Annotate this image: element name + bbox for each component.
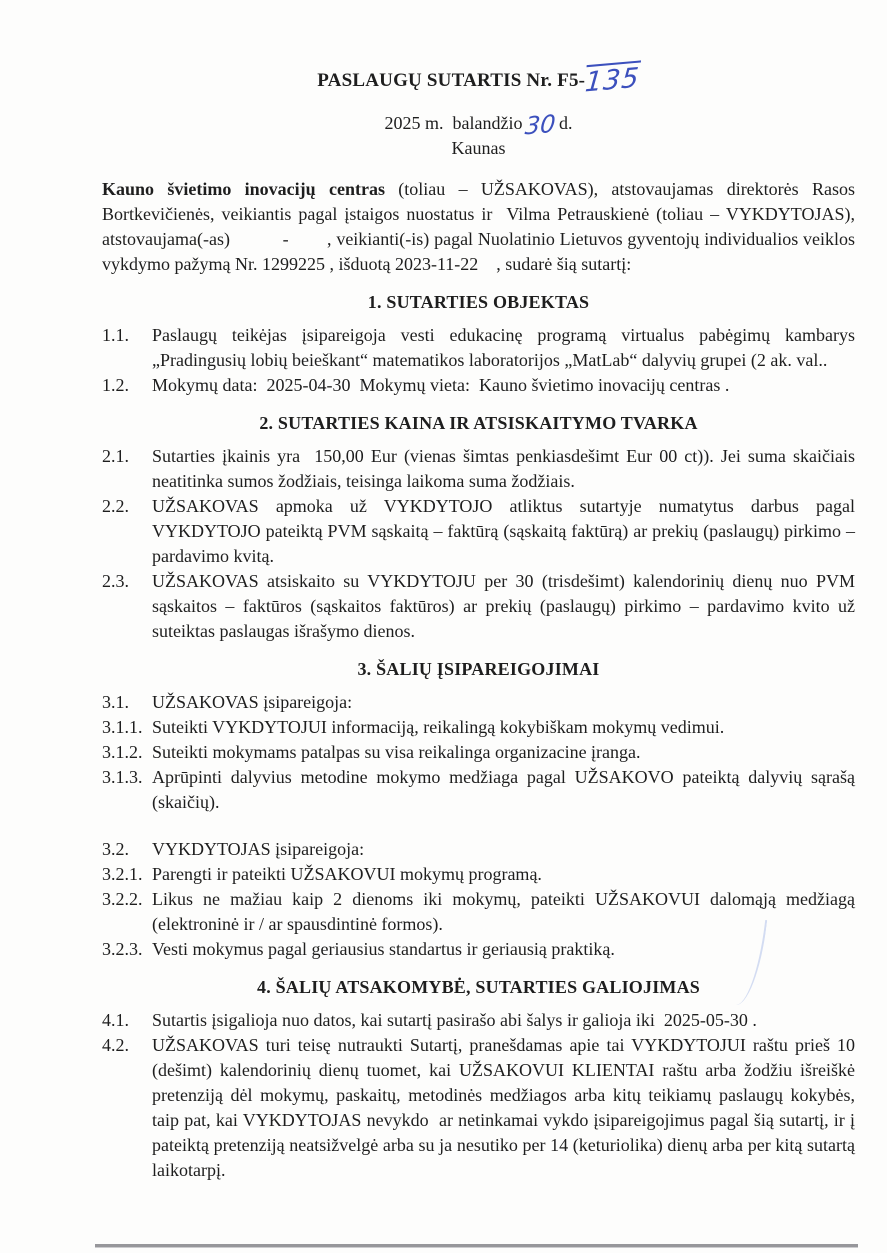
- intro-paragraph: [102, 177, 855, 277]
- document-city: Kaunas: [451, 138, 506, 158]
- clause-text: Paslaugų teikėjas įsipareigoja vesti edukacinę programą virtualus pabėgimų kambarys „Pradingusių lobių beieškant“ matematikos laboratorijos „MatLab“ dalyvių grupei (2 ak. val..: [152, 325, 855, 370]
- date-suffix: d.: [559, 113, 573, 133]
- clause-2-2: [102, 494, 855, 569]
- title-text: PASLAUGŲ SUTARTIS Nr. F5-: [317, 70, 586, 91]
- clause-number: 1.2.: [102, 375, 129, 395]
- document-title: [102, 62, 855, 99]
- intro-text: (toliau – UŽSAKOVAS), atstovaujamas direktorės Rasos Bortkevičienės, veikiantis pagal įstaigos nuostatus ir Vilma Petrauskienė (toliau – VYKDYTOJAS), atstovaujama(-as) - , veikianti(-is) pagal Nuolatinio Lietuvos gyventojų individualios veiklos vykdymo pažymą Nr. 1299225 , išduotą 2023-11-22 , sudarė šią sutartį:: [102, 179, 855, 274]
- section-2-heading: 2. SUTARTIES KAINA IR ATSISKAITYMO TVARKA: [259, 413, 698, 433]
- clause-number: 3.2.: [102, 839, 129, 859]
- clause-number: 2.2.: [102, 496, 129, 516]
- clause-text: Sutarties įkainis yra 150,00 Eur (vienas šimtas penkiasdešimt Eur 00 ct)). Jei suma skaičiais neatitinka sumos žodžiais, teisinga laikoma suma žodžiais.: [152, 446, 855, 491]
- clause-3-1-2: [102, 740, 855, 765]
- clause-3-1: [102, 690, 855, 715]
- clause-2-1: [102, 444, 855, 494]
- clause-text: Vesti mokymus pagal geriausius standartus ir geriausią praktiką.: [152, 939, 615, 959]
- clause-number: 3.1.3.: [102, 767, 143, 787]
- clause-3-2-2: [102, 887, 855, 937]
- clause-number: 3.1.2.: [102, 742, 143, 762]
- clause-text: Suteikti VYKDYTOJUI informaciją, reikalingą kokybiškam mokymų vedimui.: [152, 717, 725, 737]
- clause-number: 3.1.: [102, 692, 129, 712]
- clause-4-1: [102, 1008, 855, 1033]
- party-name-bold: Kauno švietimo inovacijų centras: [102, 179, 385, 199]
- clause-3-2: [102, 837, 855, 862]
- clause-number: 2.1.: [102, 446, 129, 466]
- clause-3-2-3: [102, 937, 855, 962]
- clause-text: Aprūpinti dalyvius metodine mokymo medžiaga pagal UŽSAKOVO pateiktą dalyvių sąrašą (skaičių).: [152, 767, 855, 812]
- date-prefix: 2025 m. balandžio: [384, 113, 523, 133]
- clause-text: VYKDYTOJAS įsipareigoja:: [152, 839, 365, 859]
- clause-number: 4.1.: [102, 1010, 129, 1030]
- clause-text: UŽSAKOVAS turi teisę nutraukti Sutartį, pranešdamas apie tai VYKDYTOJUI raštu prieš 10 (dešimt) kalendorinių dienų tuomet, kai UŽSAKOVUI KLIENTAI raštu arba žodžiu išreiškė pretenziją dėl mokymų, paskaitų, metodinės medžiagos arba kitų teikiamų paslaugų kokybės, taip pat, kai VYKDYTOJAS nevykdo ar netinkamai vykdo įsipareigojimus pagal šią sutartį, ir į pateiktą pretenziją neatsižvelgė arba su ja nesutiko per 14 (keturiolika) dienų arba per kitą sutartą laikotarpį.: [152, 1035, 855, 1180]
- clause-number: 2.3.: [102, 571, 129, 591]
- clause-1-2: [102, 373, 855, 398]
- clause-text: UŽSAKOVAS atsiskaito su VYKDYTOJU per 30 (trisdešimt) kalendorinių dienų nuo PVM sąskaitos – faktūros (sąskaitos faktūros) ar prekių (paslaugų) pirkimo – pardavimo kvito už suteiktas paslaugas išrašymo dienos.: [152, 571, 855, 641]
- page-bottom-edge: [95, 1244, 858, 1248]
- clause-text: Parengti ir pateikti UŽSAKOVUI mokymų programą.: [152, 864, 542, 884]
- clause-text: Sutartis įsigalioja nuo datos, kai sutartį pasirašo abi šalys ir galioja iki 2025-05-30 .: [152, 1010, 757, 1030]
- clause-3-1-3: [102, 765, 855, 815]
- section-3-heading: 3. ŠALIŲ ĮSIPAREIGOJIMAI: [357, 659, 600, 679]
- clause-number: 3.2.3.: [102, 939, 143, 959]
- document-date-line: [102, 109, 855, 141]
- clause-text: Mokymų data: 2025-04-30 Mokymų vieta: Kauno švietimo inovacijų centras .: [152, 375, 730, 395]
- clause-number: 1.1.: [102, 325, 129, 345]
- clause-4-2: [102, 1033, 855, 1183]
- clause-text: Likus ne mažiau kaip 2 dienoms iki mokymų, pateikti UŽSAKOVUI dalomąją medžiagą (elektroninė ir / ar spausdintinė formos).: [152, 889, 855, 934]
- clause-number: 3.1.1.: [102, 717, 143, 737]
- clause-number: 3.2.2.: [102, 889, 143, 909]
- clause-number: 3.2.1.: [102, 864, 143, 884]
- clause-text: Suteikti mokymams patalpas su visa reikalinga organizacine įranga.: [152, 742, 641, 762]
- clause-2-3: [102, 569, 855, 644]
- clause-text: UŽSAKOVAS apmoka už VYKDYTOJO atliktus sutartyje numatytus darbus pagal VYKDYTOJO pateiktą PVM sąskaitą – faktūrą (sąskaitą faktūrą) ar prekių (paslaugų) pirkimo – pardavimo kvitą.: [152, 496, 855, 566]
- section-1-heading: 1. SUTARTIES OBJEKTAS: [367, 292, 590, 312]
- handwritten-day: 30: [524, 109, 558, 141]
- clause-number: 4.2.: [102, 1035, 129, 1055]
- clause-3-2-1: [102, 862, 855, 887]
- section-4-heading: 4. ŠALIŲ ATSAKOMYBĖ, SUTARTIES GALIOJIMAS: [257, 977, 700, 997]
- clause-3-1-1: [102, 715, 855, 740]
- clause-text: UŽSAKOVAS įsipareigoja:: [152, 692, 353, 712]
- handwritten-contract-number: 135: [583, 62, 642, 99]
- clause-1-1: [102, 323, 855, 373]
